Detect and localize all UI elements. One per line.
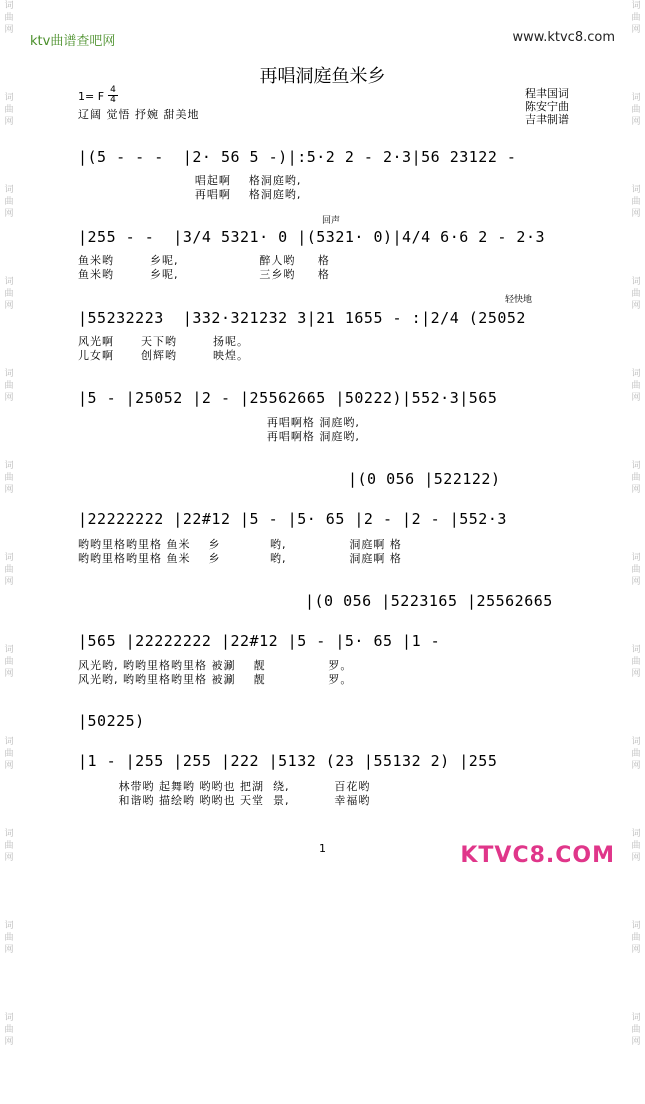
watermark-left xyxy=(2,0,16,1104)
staff-upper-row: |50225) xyxy=(78,712,145,730)
watermark-char: 词 xyxy=(4,461,14,471)
watermark-char: 曲 xyxy=(4,841,14,851)
watermark-char: 曲 xyxy=(4,105,14,115)
watermark-char: 词 xyxy=(4,1013,14,1023)
lyric-line: 哟哟里格哟里格 鱼米 乡 哟, 洞庭啊 格 xyxy=(78,552,402,565)
watermark-char: 网 xyxy=(631,485,641,495)
watermark-char: 网 xyxy=(4,1037,14,1047)
tempo-mark: 轻快地 xyxy=(505,295,533,305)
watermark-gap xyxy=(2,496,16,552)
watermark-right xyxy=(629,0,643,1104)
watermark-char: 曲 xyxy=(4,565,14,575)
lyric-line: 风光哟, 哟哟里格哟里格 被涮 靓 罗。 xyxy=(78,673,353,686)
brand-logo: KTVC8.COM xyxy=(460,843,615,868)
watermark-gap xyxy=(2,1048,16,1104)
watermark-gap xyxy=(629,128,643,184)
watermark-gap xyxy=(629,864,643,920)
site-name: ktv曲谱查吧网 xyxy=(30,34,116,49)
watermark-char: 词 xyxy=(631,461,641,471)
lyric-line: 唱起啊 格洞庭哟, xyxy=(78,174,302,187)
watermark-gap xyxy=(2,220,16,276)
lyric-line: 鱼米哟 乡呢, 三乡哟 格 xyxy=(78,268,330,281)
staff-upper-row: |(0 056 |522122) xyxy=(348,470,501,488)
watermark-char: 曲 xyxy=(631,289,641,299)
watermark-char: 词 xyxy=(631,921,641,931)
watermark-char: 网 xyxy=(631,393,641,403)
watermark-char: 网 xyxy=(4,577,14,587)
watermark-gap xyxy=(2,128,16,184)
staff-row: |22222222 |22#12 |5 - |5· 65 |2 - |2 - |552·3 xyxy=(78,510,507,528)
watermark-char: 词 xyxy=(4,277,14,287)
time-signature: 4 4 xyxy=(108,86,118,105)
watermark-char: 词 xyxy=(631,1,641,11)
watermark-char: 网 xyxy=(631,25,641,35)
lyric-line: 鱼米哟 乡呢, 醉人哟 格 xyxy=(78,254,330,267)
credits xyxy=(525,87,569,126)
watermark-char: 词 xyxy=(4,93,14,103)
watermark-gap xyxy=(2,956,16,1012)
lyric-line: 哟哟里格哟里格 鱼米 乡 哟, 洞庭啊 格 xyxy=(78,538,402,551)
watermark-char: 词 xyxy=(631,369,641,379)
watermark-char: 网 xyxy=(4,209,14,219)
song-title: 再唱洞庭鱼米乡 xyxy=(259,66,386,87)
watermark-gap xyxy=(629,956,643,1012)
watermark-char: 网 xyxy=(4,669,14,679)
staff-row: |55232223 |332·321232 3|21 1655 - :|2/4 (25052 xyxy=(78,309,526,327)
watermark-char: 词 xyxy=(631,645,641,655)
watermark-gap xyxy=(629,772,643,828)
watermark-char: 曲 xyxy=(631,197,641,207)
watermark-char: 网 xyxy=(631,853,641,863)
watermark-gap xyxy=(2,404,16,460)
expression-marking: 辽阔 觉悟 抒婉 甜美地 xyxy=(78,108,200,121)
watermark-char: 曲 xyxy=(4,933,14,943)
watermark-char: 网 xyxy=(4,945,14,955)
transcriber: 吉聿制谱 xyxy=(525,113,569,126)
lyric-line: 再唱啊格 洞庭哟, xyxy=(78,416,360,429)
watermark-char: 网 xyxy=(631,669,641,679)
site-url: www.ktvc8.com xyxy=(512,30,615,45)
lyric-line: 再唱啊格 洞庭哟, xyxy=(78,430,360,443)
watermark-char: 词 xyxy=(631,553,641,563)
watermark-char: 词 xyxy=(631,277,641,287)
watermark-char: 曲 xyxy=(631,841,641,851)
lyric-line: 再唱啊 格洞庭哟, xyxy=(78,188,302,201)
watermark-char: 曲 xyxy=(631,13,641,23)
watermark-gap xyxy=(629,1048,643,1104)
watermark-char: 网 xyxy=(631,577,641,587)
watermark-char: 网 xyxy=(631,945,641,955)
watermark-gap xyxy=(629,220,643,276)
watermark-gap xyxy=(629,496,643,552)
page-number: 1 xyxy=(319,842,326,855)
lyric-line: 林带哟 起舞哟 哟哟也 把湖 绕, 百花哟 xyxy=(78,780,371,793)
watermark-char: 网 xyxy=(631,209,641,219)
watermark-char: 曲 xyxy=(631,473,641,483)
watermark-char: 词 xyxy=(4,553,14,563)
watermark-gap xyxy=(2,772,16,828)
watermark-char: 词 xyxy=(631,829,641,839)
watermark-char: 曲 xyxy=(631,1025,641,1035)
watermark-char: 网 xyxy=(4,25,14,35)
watermark-gap xyxy=(629,404,643,460)
watermark-char: 网 xyxy=(631,1037,641,1047)
watermark-gap xyxy=(629,312,643,368)
watermark-char: 曲 xyxy=(4,381,14,391)
watermark-char: 曲 xyxy=(4,749,14,759)
watermark-gap xyxy=(629,588,643,644)
watermark-char: 曲 xyxy=(4,13,14,23)
watermark-char: 曲 xyxy=(631,933,641,943)
watermark-char: 曲 xyxy=(4,473,14,483)
composer: 陈安宁曲 xyxy=(525,100,569,113)
watermark-char: 网 xyxy=(4,853,14,863)
watermark-char: 曲 xyxy=(631,381,641,391)
watermark-gap xyxy=(2,864,16,920)
watermark-char: 曲 xyxy=(4,197,14,207)
watermark-gap xyxy=(2,588,16,644)
watermark-char: 词 xyxy=(631,93,641,103)
staff-row: |5 - |25052 |2 - |25562665 |50222)|552·3|565 xyxy=(78,389,498,407)
watermark-char: 词 xyxy=(4,737,14,747)
staff-row: |255 - - |3/4 5321· 0 |(5321· 0)|4/4 6·6 2 - 2·3 xyxy=(78,228,546,246)
watermark-char: 曲 xyxy=(631,657,641,667)
watermark-char: 曲 xyxy=(4,1025,14,1035)
echo-mark: 回声 xyxy=(322,216,341,226)
staff-upper-row: |(0 056 |5223165 |25562665 xyxy=(305,592,553,610)
watermark-char: 网 xyxy=(631,117,641,127)
watermark-char: 词 xyxy=(4,645,14,655)
watermark-char: 网 xyxy=(4,301,14,311)
watermark-char: 网 xyxy=(4,485,14,495)
lyric-line: 儿女啊 创辉哟 映煌。 xyxy=(78,349,249,362)
staff-row: |1 - |255 |255 |222 |5132 (23 |55132 2) |255 xyxy=(78,752,498,770)
staff-row: |(5 - - - |2· 56 5 -)|:5·2 2 - 2·3|56 23122 - xyxy=(78,148,517,166)
watermark-char: 词 xyxy=(631,185,641,195)
watermark-char: 词 xyxy=(4,369,14,379)
key-signature: 1= F xyxy=(78,90,105,103)
watermark-char: 词 xyxy=(4,829,14,839)
watermark-char: 词 xyxy=(631,737,641,747)
watermark-gap xyxy=(629,680,643,736)
watermark-char: 网 xyxy=(4,761,14,771)
watermark-char: 曲 xyxy=(4,657,14,667)
lyric-line: 风光啊 天下哟 扬呢。 xyxy=(78,335,249,348)
watermark-char: 网 xyxy=(4,393,14,403)
watermark-char: 曲 xyxy=(631,105,641,115)
lyric-line: 和谐哟 描绘哟 哟哟也 天堂 景, 幸福哟 xyxy=(78,794,371,807)
watermark-char: 网 xyxy=(631,761,641,771)
watermark-char: 词 xyxy=(4,1,14,11)
watermark-char: 网 xyxy=(4,117,14,127)
watermark-char: 词 xyxy=(4,185,14,195)
watermark-char: 曲 xyxy=(631,749,641,759)
watermark-char: 词 xyxy=(631,1013,641,1023)
watermark-gap xyxy=(2,680,16,736)
watermark-char: 曲 xyxy=(4,289,14,299)
lyric-line: 风光哟, 哟哟里格哟里格 被涮 靓 罗。 xyxy=(78,659,353,672)
watermark-char: 曲 xyxy=(631,565,641,575)
watermark-gap xyxy=(2,312,16,368)
lyricist: 程聿国词 xyxy=(525,87,569,100)
watermark-char: 词 xyxy=(4,921,14,931)
staff-row: |565 |22222222 |22#12 |5 - |5· 65 |1 - xyxy=(78,632,441,650)
watermark-char: 网 xyxy=(631,301,641,311)
